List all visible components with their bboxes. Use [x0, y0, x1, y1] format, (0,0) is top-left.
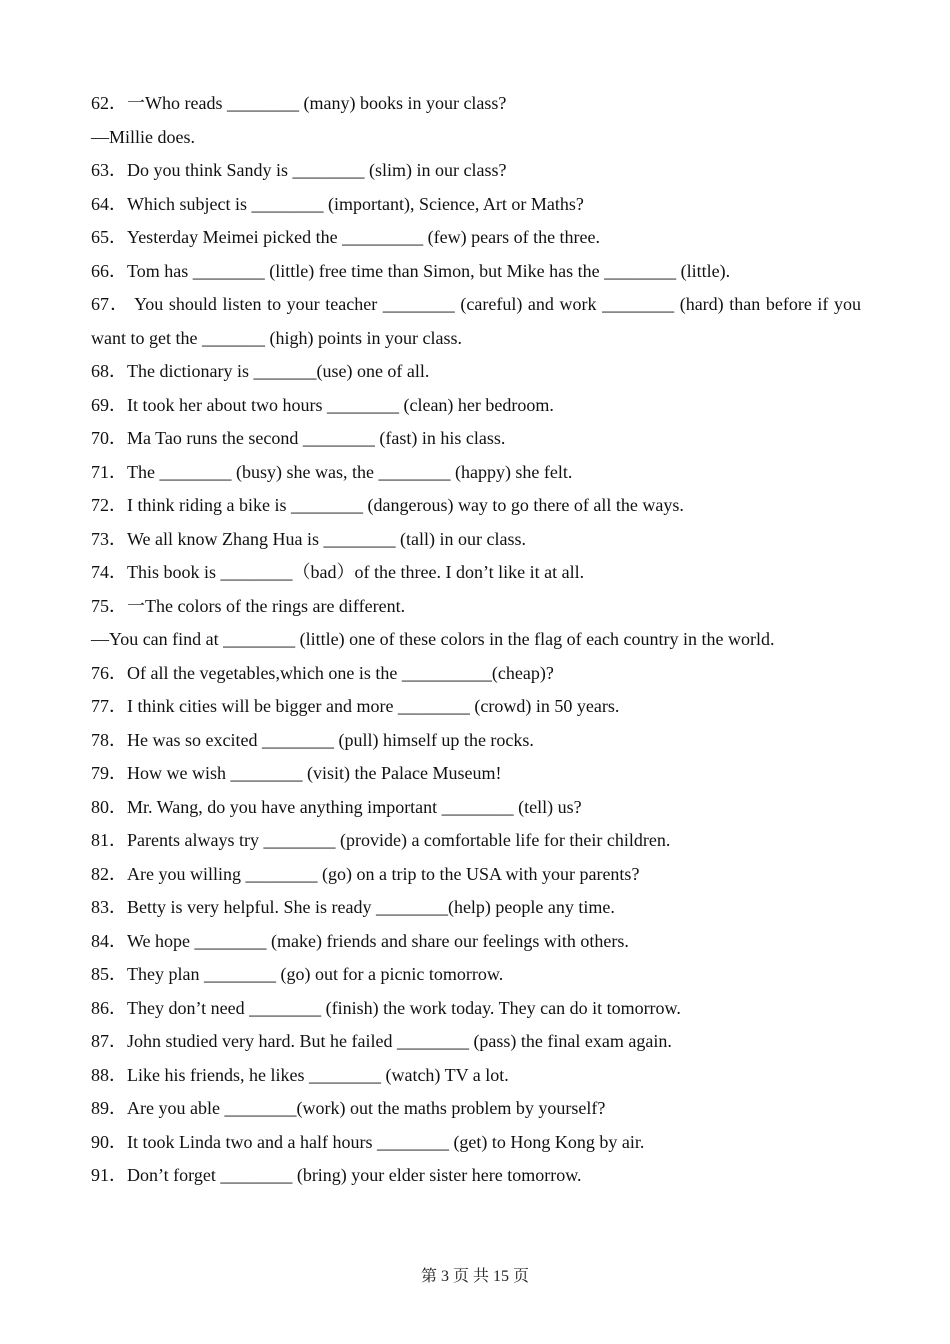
question-63: 63．Do you think Sandy is ________ (slim) in our class? [91, 160, 507, 180]
question-71: 71．The ________ (busy) she was, the ________ (happy) she felt. [91, 461, 573, 482]
question-81: 81．Parents always try ________ (provide) a comfortable life for their children. [91, 830, 671, 850]
question-75: 75．一The colors of the rings are different. [91, 595, 406, 616]
question-69: 69．It took her about two hours ________ (clean) her bedroom. [91, 394, 554, 415]
question-87: 87．John studied very hard. But he failed ________ (pass) the final exam again. [91, 1031, 672, 1051]
question-79: 79．How we wish ________ (visit) the Palace Museum! [91, 763, 502, 783]
question-64: 64．Which subject is ________ (important), Science, Art or Maths? [91, 193, 584, 214]
question-67: 67． You should listen to your teacher ________ (careful) and work ________ (hard) than before if you want to get the _______ (high) points in your class. [91, 294, 861, 348]
question-89: 89．Are you able ________(work) out the maths problem by yourself? [91, 1098, 606, 1118]
question-83: 83．Betty is very helpful. She is ready ________(help) people any time. [91, 897, 615, 917]
question-65: 65．Yesterday Meimei picked the _________ (few) pears of the three. [91, 227, 601, 247]
question-84: 84．We hope ________ (make) friends and share our feelings with others. [91, 930, 629, 951]
question-77: 77．I think cities will be bigger and more ________ (crowd) in 50 years. [91, 696, 620, 716]
exercise-list [91, 87, 861, 1193]
question-74: 74．This book is ________（bad）of the three. I don’t like it at all. [91, 562, 585, 582]
question-72: 72．I think riding a bike is ________ (dangerous) way to go there of all the ways. [91, 495, 684, 515]
question-80: 80．Mr. Wang, do you have anything important ________ (tell) us? [91, 796, 582, 817]
question-90: 90．It took Linda two and a half hours ________ (get) to Hong Kong by air. [91, 1131, 645, 1152]
answer-75: —You can find at ________ (little) one of these colors in the flag of each country in the world. [91, 629, 775, 649]
question-62: 62．一Who reads ________ (many) books in your class? [91, 93, 507, 113]
question-78: 78．He was so excited ________ (pull) himself up the rocks. [91, 729, 534, 750]
question-88: 88．Like his friends, he likes ________ (watch) TV a lot. [91, 1064, 509, 1085]
question-82: 82．Are you willing ________ (go) on a trip to the USA with your parents? [91, 863, 640, 884]
question-86: 86．They don’t need ________ (finish) the work today. They can do it tomorrow. [91, 997, 681, 1018]
question-68: 68．The dictionary is _______(use) one of all. [91, 361, 430, 381]
page-footer: 第 3 页 共 15 页 [420, 1268, 529, 1285]
question-76: 76．Of all the vegetables,which one is the __________(cheap)? [91, 662, 554, 683]
question-73: 73．We all know Zhang Hua is ________ (tall) in our class. [91, 528, 526, 549]
answer-62: —Millie does. [91, 126, 195, 147]
question-66: 66．Tom has ________ (little) free time than Simon, but Mike has the ________ (little). [91, 260, 731, 281]
question-91: 91．Don’t forget ________ (bring) your elder sister here tomorrow. [91, 1165, 582, 1185]
question-70: 70．Ma Tao runs the second ________ (fast) in his class. [91, 428, 506, 448]
question-85: 85．They plan ________ (go) out for a picnic tomorrow. [91, 964, 504, 984]
